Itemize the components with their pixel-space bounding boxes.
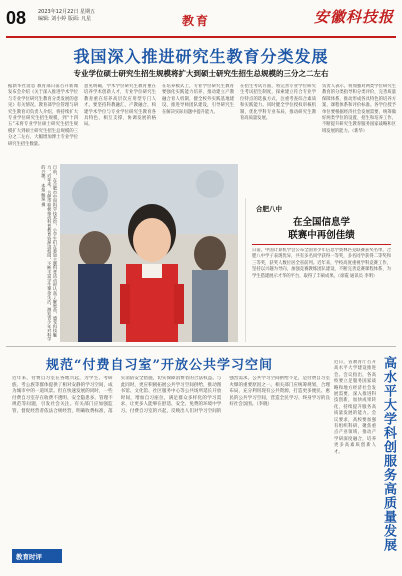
- university-story-body: 近日，省教育厅召开高水平大学建设推进会。会议指出，各高校要立足服务国家战略和地方经济社会发展需要，深入推进科技创新，加快成果转化，持续提升服务高质量发展的能力。会议要求，高校要加强有组织科研，聚焦重点产业领域，推动产学研深度融合，培养更多高素质创新人才。: [334, 360, 376, 455]
- section-divider: [6, 346, 396, 347]
- commentary-tag: 教育时评: [12, 549, 62, 563]
- issue-date: 2023年12月22日 星期五 编辑: 刘小婷 版面: 凡星: [38, 9, 96, 22]
- university-story-headline: 高水平大学科创服务高质量发展: [381, 356, 396, 552]
- masthead: [6, 6, 396, 38]
- article-column-4: 在招生考试方面，将完善专业学位研究生考试招生制度，探索建立符合专业学位特点的选拔方式，注重考查综合素质和实践能力。同时健全学位授权审核机制，优化学科专业布局，推动研究生教育高质量发展。: [240, 84, 316, 122]
- article-column-1: 据新华社消息 教育部日前召开新闻发布会介绍《关于深入推进学术学位与专业学位研究生教育分类发展的意见》有关情况。教育部学位管理与研究生教育司负责人介绍，将持续扩大专业学位研究生招生规模，到“十四五”末将专业学位硕士研究生招生规模扩大到硕士研究生招生总规模的三分之二左右，大幅增加博士专业学位研究生招生数量。: [8, 84, 78, 147]
- commentary-headline: 规范“付费自习室”开放公共学习空间: [46, 358, 273, 373]
- side-news-box: [245, 198, 396, 342]
- page-number: 08: [6, 8, 27, 28]
- main-headline: 我国深入推进研究生教育分类发展: [73, 47, 329, 66]
- side-news-body: 日前，中国计算机学会公布全国青少年信息学奥林匹克联赛获奖名单，合肥八中学子表现优异，共有多名同学获得一等奖，多名同学获得二等奖和三等奖，获奖人数位居全省前列。近年来，学校高度重视学科竞赛工作，坚持以兴趣为导向，加强竞赛教练团队建设，不断完善竞赛课程体系，为学生搭建展示才华的平台，取得了丰硕成果。（徐霞 通讯员 李明）: [252, 248, 391, 279]
- commentary-body: 近年来，付费自习室在各地兴起，为学生、考研族、考公族等群体提供了相对安静的学习空间，成为城市中的一道风景。但在快速发展的同时，一些付费自习室存在收费不透明、安全隐患多、管理不规范等问题，引发社会关注。有关部门应加强监管，督促经营者依法合规经营，明确收费标准，落实消防安全措施，切实保障消费者的合法权益。与此同时，更应积极拓展公共学习空间供给，推动图书馆、文化馆、社区服务中心等公共场所延长开放时间，增加自习座位，满足群众多样化的学习需求，让更多人能够在舒适、安全、免费的环境中学习。付费自习室的兴起，反映出人们对学习空间的强烈需求。公共学习空间供给不足，是付费自习室火爆的重要原因之一。相关部门应统筹规划，合理布局，充分利用现有公共资源，打造更多便民、惠民的公共学习空间，营造全民学习、终身学习的良好社会氛围。（李晓）: [12, 376, 330, 414]
- section-name: 教育: [182, 14, 211, 28]
- news-photo: [60, 164, 238, 342]
- side-news-title: 在全国信息学 联赛中再创佳绩: [288, 217, 355, 241]
- article-column-3: 在培养模式上，专业学位研究生教育要强化实践能力培养，推动建立产教融合育人机制，健全校外实践基地建设，推进导师团队建设，引导研究生在解决实际问题中提升能力。: [162, 84, 234, 115]
- side-news-kicker: 合肥八中: [256, 205, 282, 213]
- photo-students-image: [60, 164, 238, 342]
- article-column-2: 意见明确，学术学位研究生教育重在培养学术创新人才，专业学位研究生教育重在培养高层次应用型专门人才。要坚持科教融汇、产教融合，构建学术学位与专业学位研究生教育各具特色、相互支撑、协调发展的格局。: [84, 84, 156, 128]
- article-column-5: 负责人表示，将加强对两类学位研究生教育的分类指导和分类评价，完善质量保障体系，推动形成各具特色的培养方案、课程体系和评价标准。各学位授予单位要根据经济社会发展需要，统筹做好两类学位的设置、招生和培养工作，不断提升研究生教育服务国家战略和区域发展的能力。（新华）: [322, 84, 396, 134]
- photo-caption: 日前，在合肥市中国科学技术馆，小学生们在参加主题科普活动时认真了解展品，感受科技魅力。近年来，合肥市积极推动科普教育资源进校园，不断丰富学生课余生活，激发青少年对科学的兴趣。 本报 解琛 摄: [41, 165, 58, 341]
- side-news-rule: [252, 244, 391, 245]
- main-subheadline: 专业学位硕士研究生招生规模将扩大到硕士研究生招生总规模的三分之二左右: [73, 69, 329, 78]
- newspaper-brand-logo: 安徽科技报: [313, 8, 394, 26]
